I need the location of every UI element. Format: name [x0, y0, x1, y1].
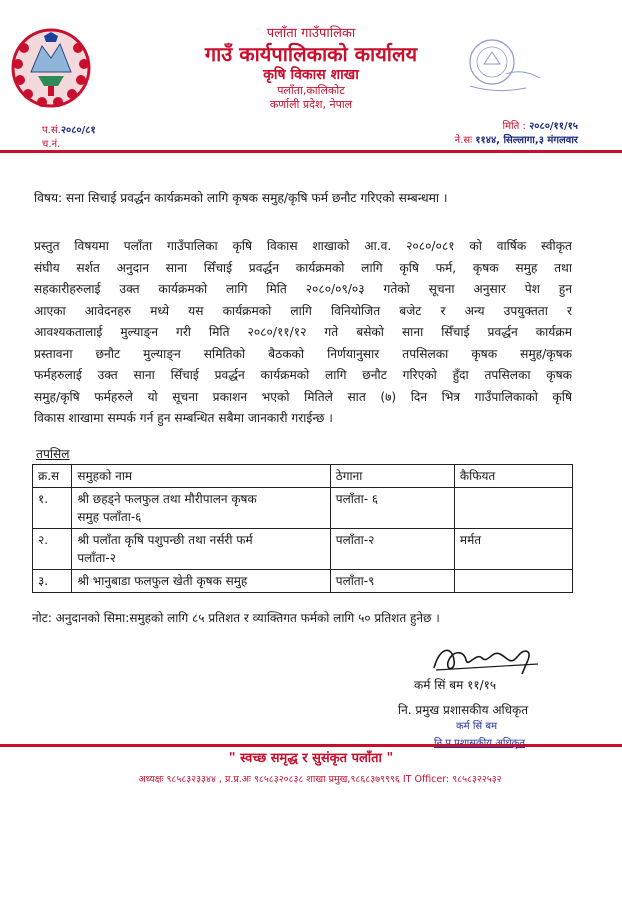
table-row	[33, 570, 573, 593]
signatory-name: कर्म सिं बम ११/१५	[414, 678, 497, 692]
row-sn: २.	[33, 529, 72, 570]
column-header-address: ठेगाना	[330, 465, 454, 488]
reference-left	[42, 124, 96, 152]
column-header-sn: क्र.स	[33, 465, 72, 488]
stamp-name: कर्म सिं बम	[456, 721, 498, 732]
office-seal-icon	[456, 34, 546, 100]
body-line: आएका आवेदनहरु मध्ये यस कार्यक्रमको लागि विनियोजित बजेट र अन्य उपयुक्तता र	[34, 303, 572, 318]
province-name: कर्णाली प्रदेश, नेपाल	[269, 98, 353, 111]
municipality-name: पलाँता गाउँपालिका	[266, 26, 356, 41]
schedule-heading: तपसिल	[36, 447, 70, 461]
letter-subject: विषय: सना सिचाई प्रवर्द्धन कार्यक्रमको लागि कृषक समुह/कृषि फर्म छनौट गरिएको सम्बन्धमा ।	[34, 191, 448, 205]
body-line: प्रस्तुत विषयमा पलाँता गाउँपालिका कृषि विकास शाखाको आ.व. २०८०/०८१ को वार्षिक स्वीकृत	[34, 239, 572, 253]
row-remarks	[454, 488, 572, 529]
body-line: संघीय सर्शत अनुदान साना सिँचाई प्रवर्द्धन कार्यक्रमको लागि कृषि फर्म, कृषक समुह तथा	[34, 260, 572, 275]
office-name: गाउँ कार्यपालिकाको कार्यालय	[204, 42, 418, 66]
patra-sankhya: प.सं.२०८०/८१	[42, 125, 96, 136]
row-address: पलाँता-२	[330, 529, 454, 570]
row-group-name: श्री छहड्ने फलफुल तथा मौरीपालन कृषक समुह पलाँता-६	[72, 488, 330, 529]
row-address: पलाँता- ६	[330, 488, 454, 529]
column-header-name: समुहको नाम	[72, 465, 330, 488]
office-contact: ने.सः ११४४, सिल्लागा,३ मंगलवार	[454, 135, 578, 146]
body-line: प्रस्तावना छनौट मुल्याङ्न समितिको बैठकको निर्णयानुसार तपसिलका कृषक समुह/कृषक	[34, 346, 572, 361]
body-line: आवश्यकतालाई मुल्याङ्न गरी मिति २०८०/११/१२ गते बसेको साना सिँचाई प्रवर्द्धन कार्यक्रम	[34, 325, 572, 339]
row-remarks: मर्मत	[454, 529, 572, 570]
column-header-remarks: कैफियत	[454, 465, 572, 488]
letterhead	[150, 26, 472, 112]
body-line: समुह/कृषि फर्महरुले यो सूचना प्रकाशन भएको मितिले सात (७) दिन भित्र गाउँपालिकाको कृषि	[34, 389, 572, 404]
row-sn: १.	[33, 488, 72, 529]
row-sn: ३.	[33, 570, 72, 593]
reference-right	[400, 120, 578, 148]
body-line: सहकारीहरुलाई उक्त कार्यक्रमको लागि मिति २०८०/०९/०३ गतेको सूचना अनुसार पेश हुन	[34, 282, 572, 296]
branch-name: कृषि विकास शाखा	[263, 67, 359, 83]
letter-body	[34, 236, 572, 430]
chalani-number: च.नं.	[42, 139, 61, 150]
nepal-emblem-icon	[8, 24, 94, 110]
footer-motto: " स्वच्छ समृद्ध र सुसंकृत पलाँता "	[228, 751, 394, 766]
table-row	[33, 529, 573, 570]
row-address: पलाँता-९	[330, 570, 454, 593]
letter-date: मिति : २०८०/११/१५	[502, 121, 578, 132]
table-row	[33, 488, 573, 529]
table-header-row	[33, 465, 573, 488]
body-line: फर्महरुलाई उक्त साना सिँचाई प्रवर्द्धन कार्यक्रमको लागि छनौट गरिएको हुँदा तपसिलका कृषक	[34, 368, 572, 382]
office-location: पलाँता,कालिकोट	[277, 84, 345, 97]
footer-contacts: अध्यक्षः ९८५८३२३३४४ , प्र.प्र.अः ९८५८३२०८३८ शाखा प्रमुख,९८६८३७९९९६ IT Officer: ९८५८३२२५३२	[138, 774, 502, 785]
row-group-name: श्री भानुबाडा फलफुल खेती कृषक समुह	[72, 570, 330, 593]
selection-table	[32, 464, 573, 593]
row-group-name: श्री पलाँता कृषि पशुपन्छी तथा नर्सरी फर्म पलाँता-२	[72, 529, 330, 570]
subsidy-note: नोट: अनुदानको सिमा:समुहको लागि ८५ प्रतिशत र व्याक्तिगत फर्मको लागि ५० प्रतिशत हुनेछ ।	[32, 611, 440, 625]
handwritten-signature	[430, 640, 550, 676]
header-divider	[0, 150, 622, 153]
signatory-title: नि. प्रमुख प्रशासकीय अधिकृत	[398, 703, 529, 717]
row-remarks	[454, 570, 572, 593]
footer-divider	[0, 744, 622, 747]
body-line: विकास शाखामा सम्पर्क गर्न हुन सम्बन्धित सबैमा जानकारी गराईन्छ ।	[34, 411, 333, 425]
